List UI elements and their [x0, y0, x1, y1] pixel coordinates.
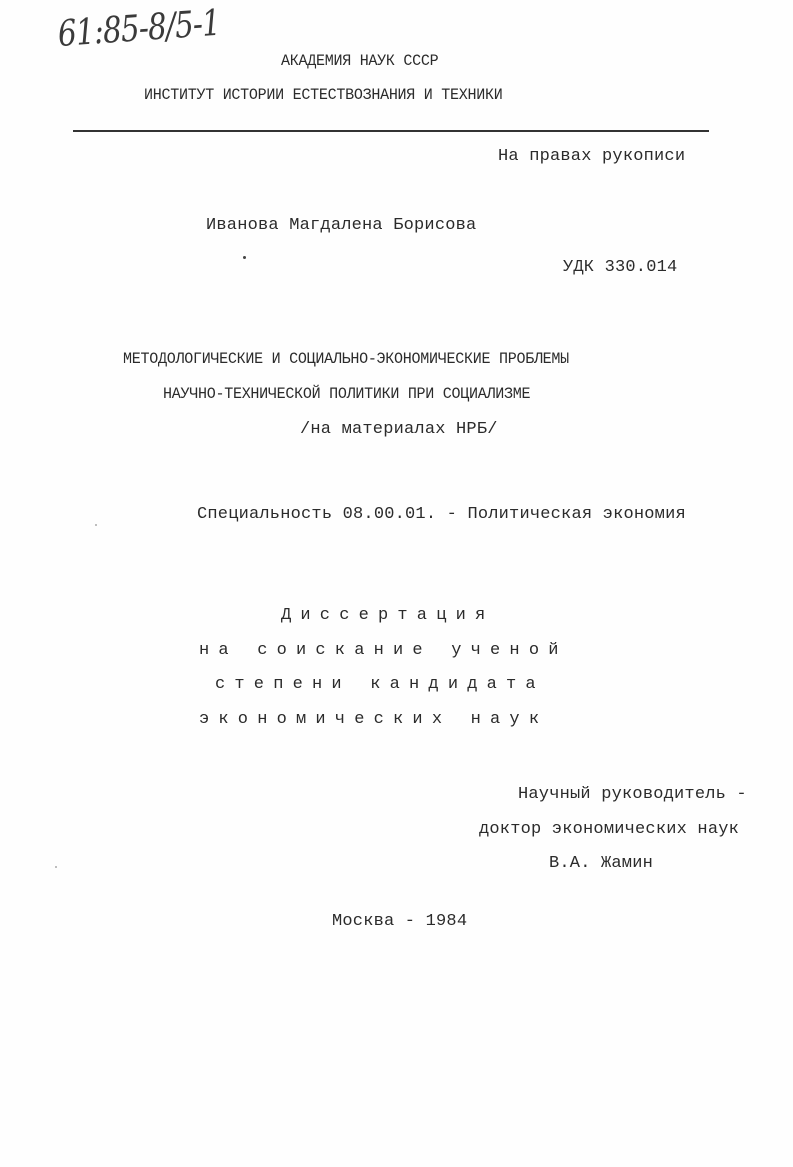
supervisor-degree: доктор экономических наук [479, 820, 740, 839]
archive-handwritten-mark: 61:85-8/5-1 [56, 2, 222, 55]
author-name: Иванова Магдалена Борисова [206, 216, 477, 235]
paper-speck [95, 524, 97, 526]
place-year: Москва - 1984 [332, 912, 468, 931]
title-line-2: НАУЧНО-ТЕХНИЧЕСКОЙ ПОЛИТИКИ ПРИ СОЦИАЛИЗМЕ [163, 385, 531, 403]
specialty: Специальность 08.00.01. - Политическая экономия [197, 505, 686, 524]
rights-note: На правах рукописи [498, 147, 686, 166]
supervisor-name: В.А. Жамин [549, 854, 654, 873]
header-divider [73, 130, 709, 132]
title-line-3: /на материалах НРБ/ [300, 420, 498, 439]
supervisor-role: Научный руководитель - [518, 785, 747, 804]
institute-name: ИНСТИТУТ ИСТОРИИ ЕСТЕСТВОЗНАНИЯ И ТЕХНИКИ [144, 86, 503, 104]
ink-speck [243, 256, 246, 259]
paper-speck [55, 866, 57, 868]
dissertation-line-4: экономических наук [199, 710, 549, 729]
title-line-1: МЕТОДОЛОГИЧЕСКИЕ И СОЦИАЛЬНО-ЭКОНОМИЧЕСКИЕ ПРОБЛЕМЫ [123, 350, 569, 368]
dissertation-line-3: степени кандидата [215, 675, 545, 694]
dissertation-line-1: Диссертация [281, 606, 495, 625]
dissertation-line-2: на соискание ученой [199, 641, 568, 660]
udk-code: УДК 330.014 [563, 258, 678, 277]
academy-name: АКАДЕМИЯ НАУК СССР [281, 52, 439, 70]
